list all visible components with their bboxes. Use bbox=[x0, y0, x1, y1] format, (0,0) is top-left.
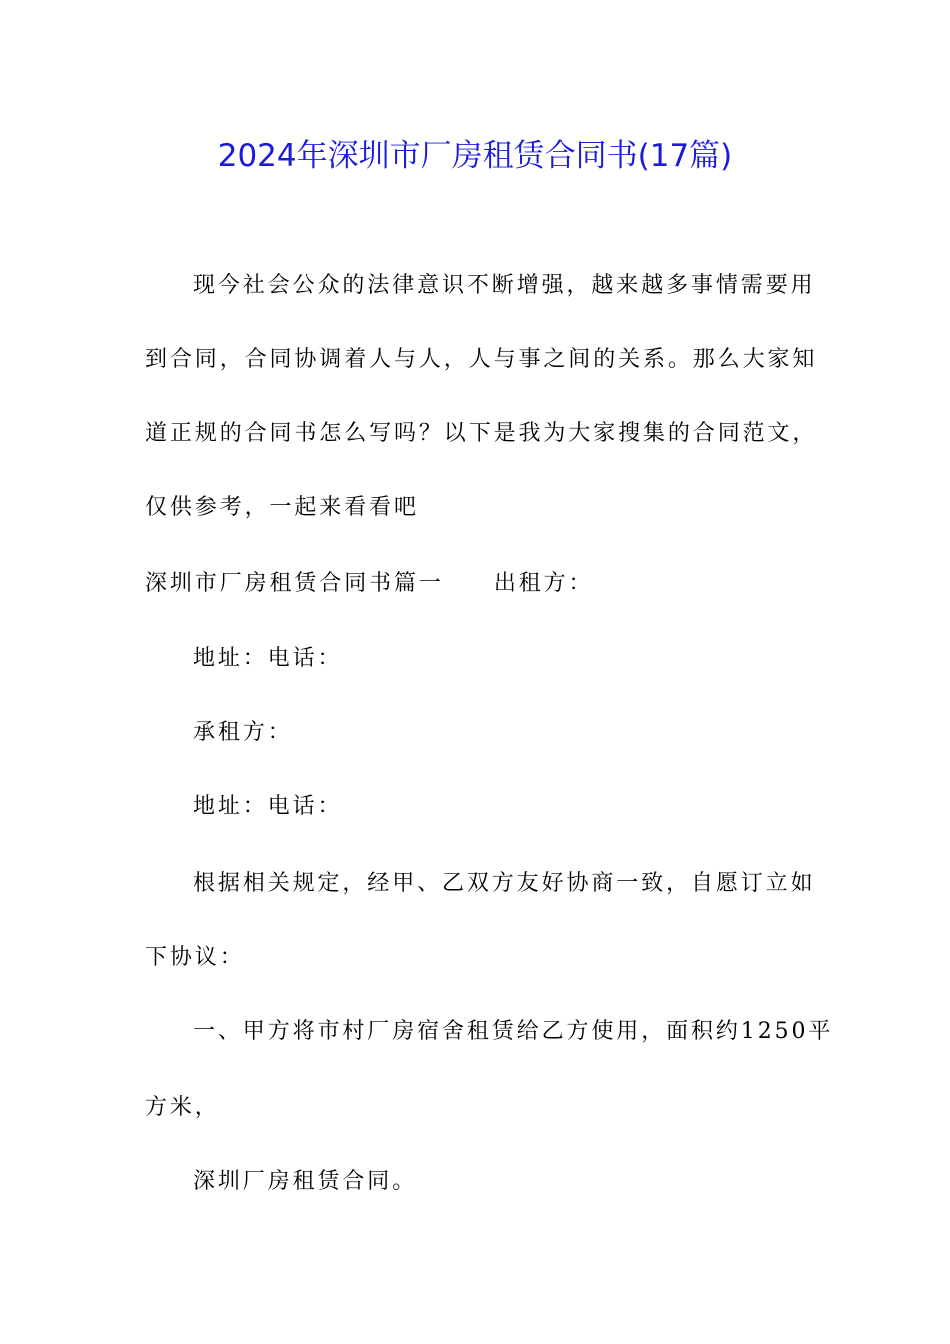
closing-line: 深圳厂房租赁合同。 bbox=[193, 1169, 418, 1194]
clause-1-line-2: 方米， bbox=[145, 1095, 220, 1120]
section-heading-row bbox=[145, 570, 593, 598]
lessee-label: 承租方： bbox=[193, 720, 293, 745]
agreement-line-1: 根据相关规定，经甲、乙双方友好协商一致，自愿订立如 bbox=[193, 871, 816, 896]
lessee-address: 地址：电话： bbox=[193, 794, 343, 819]
intro-line-1: 现今社会公众的法律意识不断增强，越来越多事情需要用 bbox=[193, 273, 816, 298]
clause-1-line-1: 一、甲方将市村厂房宿舍租赁给乙方使用，面积约1250平 bbox=[193, 1019, 834, 1044]
intro-line-4: 仅供参考，一起来看看吧 bbox=[145, 495, 419, 520]
intro-line-3: 道正规的合同书怎么写吗？以下是我为大家搜集的合同范文， bbox=[145, 421, 818, 446]
lessor-label: 出租方： bbox=[493, 571, 594, 596]
lessor-address: 地址：电话： bbox=[193, 646, 343, 671]
section-heading: 深圳市厂房租赁合同书篇一 bbox=[145, 571, 444, 596]
document-title: 2024年深圳市厂房租赁合同书(17篇) bbox=[217, 138, 733, 174]
intro-line-2: 到合同，合同协调着人与人，人与事之间的关系。那么大家知 bbox=[145, 347, 818, 372]
agreement-line-2: 下协议： bbox=[145, 945, 245, 970]
